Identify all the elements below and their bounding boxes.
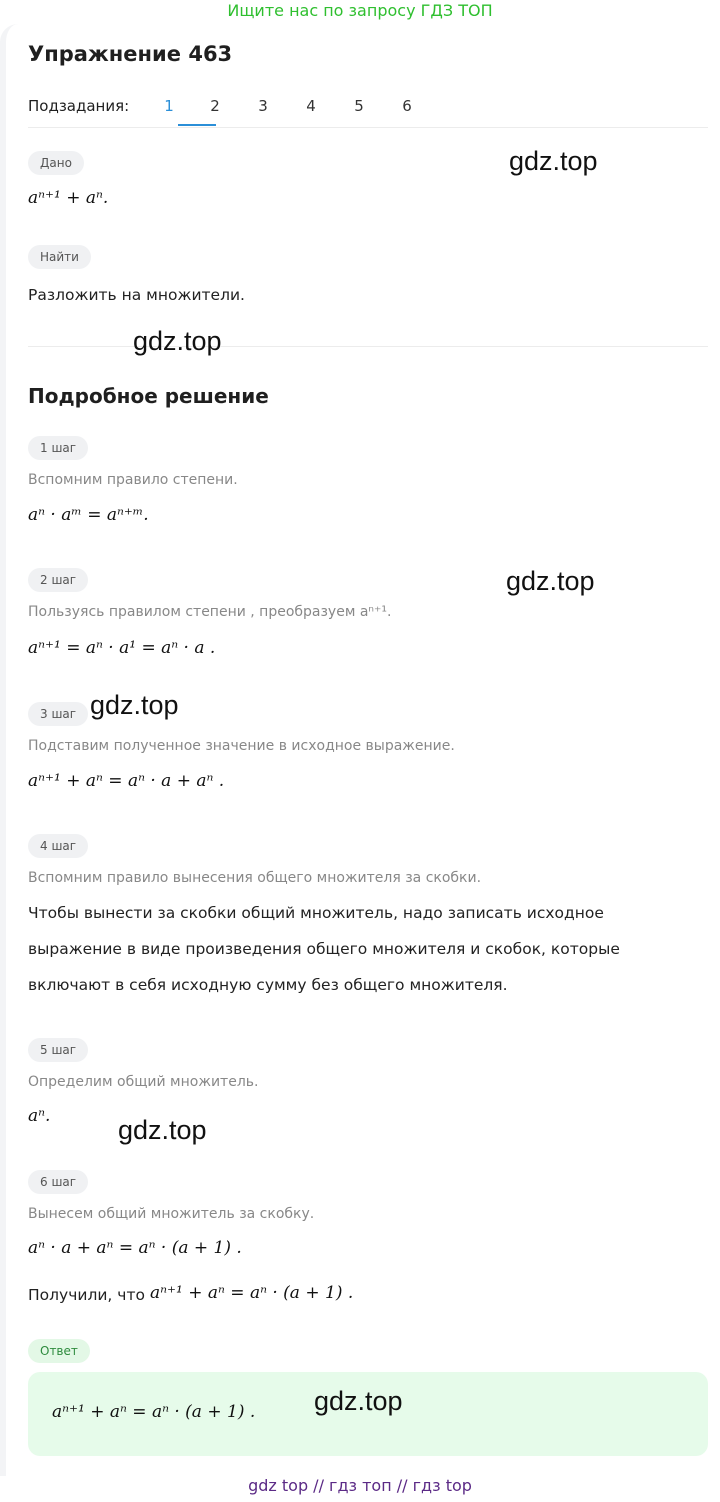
watermark: gdz.top xyxy=(314,1386,403,1416)
step-1-badge: 1 шаг xyxy=(28,436,88,460)
step-4-badge: 4 шаг xyxy=(28,834,88,858)
watermark: gdz.top xyxy=(133,326,222,356)
promo-banner[interactable]: Ищите нас по запросу ГДЗ ТОП xyxy=(227,1,493,20)
step-2-desc: Пользуясь правилом степени , преобразуем aⁿ⁺¹. xyxy=(28,604,392,620)
step-2-expression: aⁿ⁺¹ = aⁿ · a¹ = aⁿ · a . xyxy=(28,638,216,658)
subtasks-bar xyxy=(28,92,708,128)
footer-links[interactable]: gdz top // гдз топ // гдз top xyxy=(248,1476,472,1495)
step-1-desc: Вспомним правило степени. xyxy=(28,472,238,488)
find-badge: Найти xyxy=(28,245,91,269)
step-5-badge: 5 шаг xyxy=(28,1038,88,1062)
tab-subtask-1[interactable]: 1 xyxy=(164,97,174,115)
step-4-desc: Вспомним правило вынесения общего множителя за скобки. xyxy=(28,870,482,886)
step-2-badge: 2 шаг xyxy=(28,568,88,592)
watermark: gdz.top xyxy=(90,690,179,720)
page-title: Упражнение 463 xyxy=(28,42,233,66)
tab-subtask-4[interactable]: 4 xyxy=(306,97,316,115)
divider xyxy=(28,346,708,347)
step-6-desc: Вынесем общий множитель за скобку. xyxy=(28,1206,315,1222)
tab-subtask-2[interactable]: 2 xyxy=(210,97,220,115)
active-tab-indicator xyxy=(178,124,216,126)
step-1-expression: aⁿ · aᵐ = aⁿ⁺ᵐ. xyxy=(28,505,149,525)
given-badge: Дано xyxy=(28,151,84,175)
watermark: gdz.top xyxy=(506,566,595,596)
step-6-expression: aⁿ · a + aⁿ = aⁿ · (a + 1) . xyxy=(28,1238,242,1258)
watermark: gdz.top xyxy=(118,1115,207,1145)
tab-subtask-3[interactable]: 3 xyxy=(258,97,268,115)
step-5-expression: aⁿ. xyxy=(28,1106,51,1126)
solution-title: Подробное решение xyxy=(28,384,269,408)
watermark: gdz.top xyxy=(509,146,598,176)
find-text: Разложить на множители. xyxy=(28,286,245,304)
step-5-desc: Определим общий множитель. xyxy=(28,1074,259,1090)
step-6-badge: 6 шаг xyxy=(28,1170,88,1194)
given-expression: aⁿ⁺¹ + aⁿ. xyxy=(28,188,109,208)
answer-badge: Ответ xyxy=(28,1339,90,1363)
step-3-badge: 3 шаг xyxy=(28,702,88,726)
answer-expression: aⁿ⁺¹ + aⁿ = aⁿ · (a + 1) . xyxy=(52,1402,256,1422)
subtasks-label: Подзадания: xyxy=(28,97,130,115)
step-6-conclusion-text: Получили, что xyxy=(28,1286,145,1304)
tab-subtask-5[interactable]: 5 xyxy=(354,97,364,115)
step-6-conclusion-expression: aⁿ⁺¹ + aⁿ = aⁿ · (a + 1) . xyxy=(150,1283,354,1303)
step-4-text-line-3: включают в себя исходную сумму без общего множителя. xyxy=(28,976,508,994)
tab-subtask-6[interactable]: 6 xyxy=(402,97,412,115)
step-3-expression: aⁿ⁺¹ + aⁿ = aⁿ · a + aⁿ . xyxy=(28,771,225,791)
step-3-desc: Подставим полученное значение в исходное выражение. xyxy=(28,738,455,754)
step-4-text-line-1: Чтобы вынести за скобки общий множитель, надо записать исходное xyxy=(28,904,604,922)
step-4-text-line-2: выражение в виде произведения общего множителя и скобок, которые xyxy=(28,940,620,958)
